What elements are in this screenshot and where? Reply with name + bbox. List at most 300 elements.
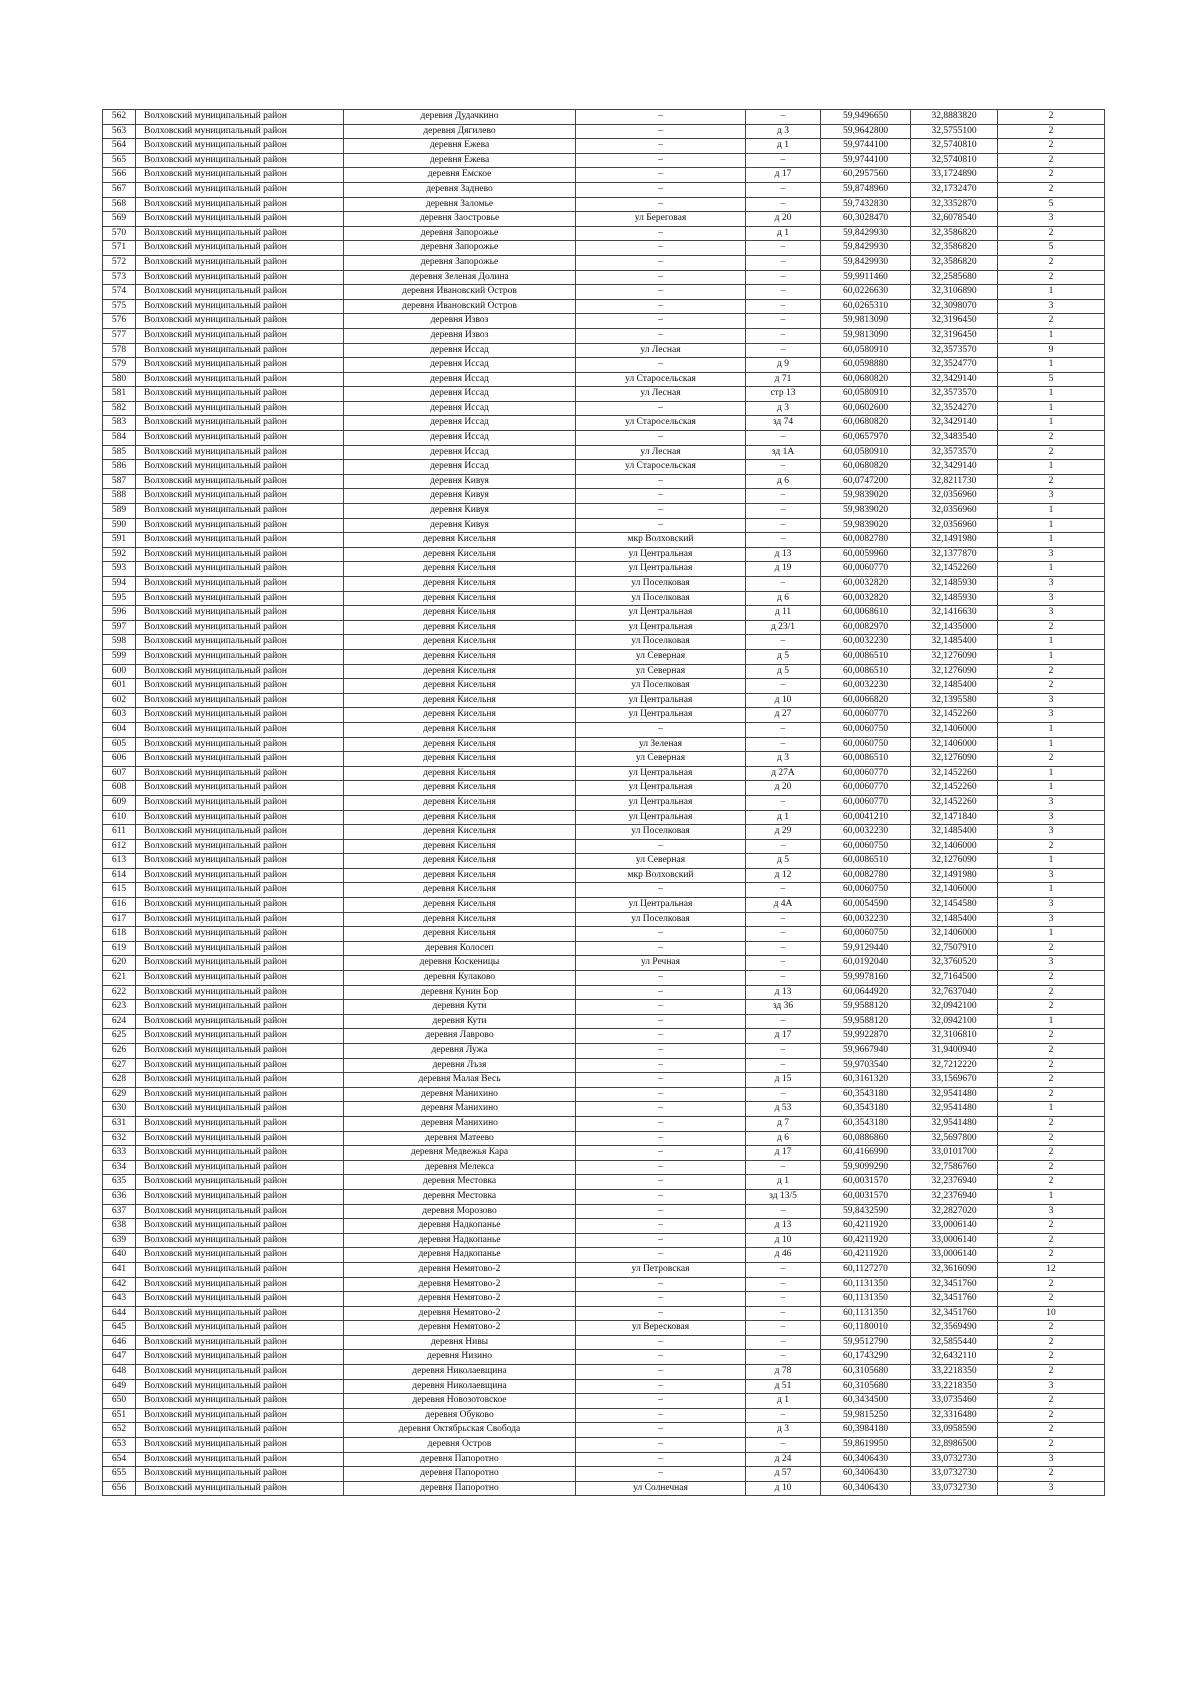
latitude-cell: 60,0031570 xyxy=(821,1189,911,1204)
table-row xyxy=(103,1379,1105,1394)
table-row xyxy=(103,722,1105,737)
street-cell: ул Поселковая xyxy=(576,825,746,840)
locality-cell: деревня Медвежья Кара xyxy=(344,1146,576,1161)
building-cell: д 27 xyxy=(746,708,821,723)
row-number: 651 xyxy=(103,1408,136,1423)
district-cell: Волховский муниципальный район xyxy=(136,314,344,329)
row-number: 598 xyxy=(103,635,136,650)
locality-cell: деревня Кивуя xyxy=(344,474,576,489)
street-cell: – xyxy=(576,504,746,519)
building-cell: – xyxy=(746,679,821,694)
district-cell: Волховский муниципальный район xyxy=(136,1058,344,1073)
building-cell: – xyxy=(746,197,821,212)
locality-cell: деревня Кисельня xyxy=(344,547,576,562)
locality-cell: деревня Кисельня xyxy=(344,810,576,825)
street-cell: – xyxy=(576,1146,746,1161)
locality-cell: деревня Нивы xyxy=(344,1335,576,1350)
street-cell: – xyxy=(576,139,746,154)
building-cell: – xyxy=(746,737,821,752)
district-cell: Волховский муниципальный район xyxy=(136,1481,344,1496)
count-cell: 3 xyxy=(998,810,1105,825)
latitude-cell: 59,9813090 xyxy=(821,314,911,329)
longitude-cell: 32,1276090 xyxy=(911,649,998,664)
row-number: 582 xyxy=(103,401,136,416)
longitude-cell: 32,3586820 xyxy=(911,255,998,270)
longitude-cell: 32,3524770 xyxy=(911,358,998,373)
latitude-cell: 60,0265310 xyxy=(821,299,911,314)
count-cell: 1 xyxy=(998,1102,1105,1117)
longitude-cell: 32,1471840 xyxy=(911,810,998,825)
district-cell: Волховский муниципальный район xyxy=(136,110,344,125)
table-row xyxy=(103,664,1105,679)
table-row xyxy=(103,124,1105,139)
street-cell: – xyxy=(576,1394,746,1409)
building-cell: д 3 xyxy=(746,752,821,767)
longitude-cell: 32,1485930 xyxy=(911,577,998,592)
row-number: 563 xyxy=(103,124,136,139)
table-body xyxy=(103,110,1105,1496)
count-cell: 1 xyxy=(998,927,1105,942)
longitude-cell: 32,1452260 xyxy=(911,562,998,577)
count-cell: 1 xyxy=(998,518,1105,533)
count-cell: 2 xyxy=(998,431,1105,446)
locality-cell: деревня Иссад xyxy=(344,431,576,446)
count-cell: 2 xyxy=(998,679,1105,694)
count-cell: 2 xyxy=(998,1292,1105,1307)
latitude-cell: 60,0066820 xyxy=(821,693,911,708)
count-cell: 2 xyxy=(998,1394,1105,1409)
longitude-cell: 33,2218350 xyxy=(911,1379,998,1394)
count-cell: 2 xyxy=(998,1365,1105,1380)
building-cell: зд 36 xyxy=(746,1000,821,1015)
count-cell: 2 xyxy=(998,1277,1105,1292)
latitude-cell: 59,9839020 xyxy=(821,489,911,504)
document-page xyxy=(102,109,1104,1496)
latitude-cell: 59,8432590 xyxy=(821,1204,911,1219)
locality-cell: деревня Дудачкино xyxy=(344,110,576,125)
row-number: 580 xyxy=(103,372,136,387)
table-row xyxy=(103,1175,1105,1190)
table-row xyxy=(103,577,1105,592)
longitude-cell: 33,0958590 xyxy=(911,1423,998,1438)
row-number: 593 xyxy=(103,562,136,577)
longitude-cell: 32,7164500 xyxy=(911,971,998,986)
building-cell: д 6 xyxy=(746,591,821,606)
row-number: 629 xyxy=(103,1087,136,1102)
row-number: 613 xyxy=(103,854,136,869)
district-cell: Волховский муниципальный район xyxy=(136,1262,344,1277)
district-cell: Волховский муниципальный район xyxy=(136,489,344,504)
table-row xyxy=(103,460,1105,475)
table-row xyxy=(103,533,1105,548)
locality-cell: деревня Кисельня xyxy=(344,766,576,781)
latitude-cell: 59,9703540 xyxy=(821,1058,911,1073)
count-cell: 3 xyxy=(998,868,1105,883)
table-row xyxy=(103,1102,1105,1117)
table-row xyxy=(103,839,1105,854)
table-row xyxy=(103,445,1105,460)
longitude-cell: 32,1452260 xyxy=(911,795,998,810)
longitude-cell: 32,6078540 xyxy=(911,212,998,227)
street-cell: – xyxy=(576,971,746,986)
count-cell: 5 xyxy=(998,197,1105,212)
district-cell: Волховский муниципальный район xyxy=(136,431,344,446)
district-cell: Волховский муниципальный район xyxy=(136,197,344,212)
building-cell: зд 1А xyxy=(746,445,821,460)
count-cell: 3 xyxy=(998,1204,1105,1219)
locality-cell: деревня Лъзя xyxy=(344,1058,576,1073)
row-number: 564 xyxy=(103,139,136,154)
row-number: 606 xyxy=(103,752,136,767)
table-row xyxy=(103,1029,1105,1044)
latitude-cell: 59,9129440 xyxy=(821,941,911,956)
locality-cell: деревня Кисельня xyxy=(344,562,576,577)
count-cell: 2 xyxy=(998,1350,1105,1365)
latitude-cell: 60,0192040 xyxy=(821,956,911,971)
longitude-cell: 32,0356960 xyxy=(911,518,998,533)
street-cell: – xyxy=(576,1452,746,1467)
latitude-cell: 59,8429930 xyxy=(821,255,911,270)
count-cell: 1 xyxy=(998,285,1105,300)
table-row xyxy=(103,1394,1105,1409)
building-cell: д 3 xyxy=(746,1423,821,1438)
street-cell: – xyxy=(576,314,746,329)
table-row xyxy=(103,795,1105,810)
locality-cell: деревня Иссад xyxy=(344,372,576,387)
district-cell: Волховский муниципальный район xyxy=(136,722,344,737)
locality-cell: деревня Коскеницы xyxy=(344,956,576,971)
row-number: 585 xyxy=(103,445,136,460)
latitude-cell: 60,0602600 xyxy=(821,401,911,416)
row-number: 645 xyxy=(103,1321,136,1336)
longitude-cell: 32,7637040 xyxy=(911,985,998,1000)
row-number: 596 xyxy=(103,606,136,621)
locality-cell: деревня Кисельня xyxy=(344,854,576,869)
locality-cell: деревня Манихино xyxy=(344,1116,576,1131)
building-cell: д 51 xyxy=(746,1379,821,1394)
table-row xyxy=(103,1116,1105,1131)
district-cell: Волховский муниципальный район xyxy=(136,1102,344,1117)
latitude-cell: 60,0032230 xyxy=(821,679,911,694)
locality-cell: деревня Емское xyxy=(344,168,576,183)
district-cell: Волховский муниципальный район xyxy=(136,1379,344,1394)
locality-cell: деревня Заостровье xyxy=(344,212,576,227)
building-cell: – xyxy=(746,504,821,519)
count-cell: 2 xyxy=(998,139,1105,154)
longitude-cell: 32,6432110 xyxy=(911,1350,998,1365)
count-cell: 2 xyxy=(998,1321,1105,1336)
table-row xyxy=(103,1248,1105,1263)
street-cell: ул Солнечная xyxy=(576,1481,746,1496)
table-row xyxy=(103,898,1105,913)
building-cell: д 20 xyxy=(746,781,821,796)
row-number: 647 xyxy=(103,1350,136,1365)
table-row xyxy=(103,1335,1105,1350)
street-cell: – xyxy=(576,1131,746,1146)
district-cell: Волховский муниципальный район xyxy=(136,606,344,621)
building-cell: д 5 xyxy=(746,649,821,664)
count-cell: 1 xyxy=(998,854,1105,869)
row-number: 620 xyxy=(103,956,136,971)
longitude-cell: 32,3616090 xyxy=(911,1262,998,1277)
locality-cell: деревня Немятово-2 xyxy=(344,1277,576,1292)
row-number: 562 xyxy=(103,110,136,125)
longitude-cell: 32,5755100 xyxy=(911,124,998,139)
locality-cell: деревня Кисельня xyxy=(344,577,576,592)
latitude-cell: 60,3984180 xyxy=(821,1423,911,1438)
building-cell: д 1 xyxy=(746,1175,821,1190)
district-cell: Волховский муниципальный район xyxy=(136,1029,344,1044)
building-cell: – xyxy=(746,927,821,942)
longitude-cell: 32,1485400 xyxy=(911,635,998,650)
count-cell: 2 xyxy=(998,1219,1105,1234)
longitude-cell: 33,2218350 xyxy=(911,1365,998,1380)
longitude-cell: 32,3451760 xyxy=(911,1292,998,1307)
district-cell: Волховский муниципальный район xyxy=(136,679,344,694)
locality-cell: деревня Кисельня xyxy=(344,898,576,913)
street-cell: ул Поселковая xyxy=(576,912,746,927)
longitude-cell: 32,5740810 xyxy=(911,153,998,168)
longitude-cell: 32,3760520 xyxy=(911,956,998,971)
district-cell: Волховский муниципальный район xyxy=(136,445,344,460)
street-cell: – xyxy=(576,1350,746,1365)
district-cell: Волховский муниципальный район xyxy=(136,241,344,256)
row-number: 592 xyxy=(103,547,136,562)
street-cell: ул Старосельская xyxy=(576,372,746,387)
street-cell: – xyxy=(576,883,746,898)
latitude-cell: 60,0068610 xyxy=(821,606,911,621)
table-row xyxy=(103,1467,1105,1482)
street-cell: – xyxy=(576,839,746,854)
building-cell: – xyxy=(746,795,821,810)
count-cell: 2 xyxy=(998,985,1105,1000)
address-table xyxy=(102,109,1105,1496)
longitude-cell: 32,3352870 xyxy=(911,197,998,212)
street-cell: – xyxy=(576,1014,746,1029)
row-number: 578 xyxy=(103,343,136,358)
table-row xyxy=(103,1262,1105,1277)
row-number: 597 xyxy=(103,620,136,635)
locality-cell: деревня Папоротно xyxy=(344,1452,576,1467)
count-cell: 2 xyxy=(998,270,1105,285)
latitude-cell: 60,0086510 xyxy=(821,649,911,664)
longitude-cell: 32,1276090 xyxy=(911,854,998,869)
district-cell: Волховский муниципальный район xyxy=(136,1087,344,1102)
street-cell: – xyxy=(576,1423,746,1438)
building-cell: д 78 xyxy=(746,1365,821,1380)
longitude-cell: 32,1395580 xyxy=(911,693,998,708)
latitude-cell: 60,1131350 xyxy=(821,1306,911,1321)
locality-cell: деревня Кивуя xyxy=(344,504,576,519)
longitude-cell: 32,0356960 xyxy=(911,504,998,519)
latitude-cell: 60,0032230 xyxy=(821,912,911,927)
street-cell: – xyxy=(576,1000,746,1015)
street-cell: ул Зеленая xyxy=(576,737,746,752)
building-cell: – xyxy=(746,722,821,737)
longitude-cell: 32,1452260 xyxy=(911,781,998,796)
locality-cell: деревня Иссад xyxy=(344,460,576,475)
count-cell: 3 xyxy=(998,898,1105,913)
latitude-cell: 59,7432830 xyxy=(821,197,911,212)
table-row xyxy=(103,693,1105,708)
latitude-cell: 60,1131350 xyxy=(821,1292,911,1307)
street-cell: – xyxy=(576,474,746,489)
longitude-cell: 32,1452260 xyxy=(911,708,998,723)
district-cell: Волховский муниципальный район xyxy=(136,810,344,825)
locality-cell: деревня Местовка xyxy=(344,1189,576,1204)
latitude-cell: 60,1131350 xyxy=(821,1277,911,1292)
table-row xyxy=(103,197,1105,212)
row-number: 640 xyxy=(103,1248,136,1263)
table-row xyxy=(103,416,1105,431)
latitude-cell: 60,1180010 xyxy=(821,1321,911,1336)
building-cell: – xyxy=(746,1306,821,1321)
count-cell: 1 xyxy=(998,504,1105,519)
street-cell: – xyxy=(576,401,746,416)
latitude-cell: 59,9512790 xyxy=(821,1335,911,1350)
row-number: 641 xyxy=(103,1262,136,1277)
latitude-cell: 60,0598880 xyxy=(821,358,911,373)
locality-cell: деревня Кисельня xyxy=(344,795,576,810)
table-row xyxy=(103,1000,1105,1015)
latitude-cell: 60,0060770 xyxy=(821,781,911,796)
street-cell: – xyxy=(576,1029,746,1044)
latitude-cell: 59,9496650 xyxy=(821,110,911,125)
street-cell: ул Центральная xyxy=(576,708,746,723)
table-row xyxy=(103,1481,1105,1496)
district-cell: Волховский муниципальный район xyxy=(136,372,344,387)
latitude-cell: 59,8429930 xyxy=(821,226,911,241)
count-cell: 2 xyxy=(998,474,1105,489)
longitude-cell: 32,1485400 xyxy=(911,679,998,694)
row-number: 652 xyxy=(103,1423,136,1438)
row-number: 601 xyxy=(103,679,136,694)
building-cell: – xyxy=(746,299,821,314)
street-cell: – xyxy=(576,1044,746,1059)
district-cell: Волховский муниципальный район xyxy=(136,1394,344,1409)
count-cell: 3 xyxy=(998,795,1105,810)
locality-cell: деревня Кисельня xyxy=(344,737,576,752)
longitude-cell: 32,1454580 xyxy=(911,898,998,913)
count-cell: 1 xyxy=(998,1014,1105,1029)
longitude-cell: 32,3429140 xyxy=(911,460,998,475)
table-row xyxy=(103,941,1105,956)
row-number: 577 xyxy=(103,328,136,343)
district-cell: Волховский муниципальный район xyxy=(136,1321,344,1336)
street-cell: – xyxy=(576,1379,746,1394)
latitude-cell: 60,0082780 xyxy=(821,868,911,883)
building-cell: – xyxy=(746,1058,821,1073)
locality-cell: деревня Кунин Бор xyxy=(344,985,576,1000)
district-cell: Волховский муниципальный район xyxy=(136,971,344,986)
latitude-cell: 60,1127270 xyxy=(821,1262,911,1277)
district-cell: Волховский муниципальный район xyxy=(136,1423,344,1438)
latitude-cell: 60,4211920 xyxy=(821,1219,911,1234)
row-number: 627 xyxy=(103,1058,136,1073)
table-row xyxy=(103,562,1105,577)
longitude-cell: 32,3586820 xyxy=(911,241,998,256)
row-number: 631 xyxy=(103,1116,136,1131)
longitude-cell: 32,1377870 xyxy=(911,547,998,562)
locality-cell: деревня Кисельня xyxy=(344,649,576,664)
count-cell: 2 xyxy=(998,1073,1105,1088)
building-cell: – xyxy=(746,1262,821,1277)
count-cell: 1 xyxy=(998,358,1105,373)
longitude-cell: 32,1732470 xyxy=(911,182,998,197)
count-cell: 1 xyxy=(998,401,1105,416)
latitude-cell: 60,0580910 xyxy=(821,445,911,460)
building-cell: – xyxy=(746,1350,821,1365)
street-cell: ул Лесная xyxy=(576,445,746,460)
building-cell: д 3 xyxy=(746,124,821,139)
district-cell: Волховский муниципальный район xyxy=(136,781,344,796)
district-cell: Волховский муниципальный район xyxy=(136,153,344,168)
district-cell: Волховский муниципальный район xyxy=(136,1306,344,1321)
row-number: 591 xyxy=(103,533,136,548)
street-cell: – xyxy=(576,1073,746,1088)
count-cell: 12 xyxy=(998,1262,1105,1277)
longitude-cell: 32,1485400 xyxy=(911,825,998,840)
locality-cell: деревня Остров xyxy=(344,1438,576,1453)
latitude-cell: 60,3028470 xyxy=(821,212,911,227)
latitude-cell: 60,0041210 xyxy=(821,810,911,825)
longitude-cell: 32,9541480 xyxy=(911,1102,998,1117)
street-cell: – xyxy=(576,299,746,314)
longitude-cell: 33,0006140 xyxy=(911,1233,998,1248)
row-number: 605 xyxy=(103,737,136,752)
count-cell: 3 xyxy=(998,912,1105,927)
building-cell: д 46 xyxy=(746,1248,821,1263)
table-row xyxy=(103,241,1105,256)
longitude-cell: 32,3196450 xyxy=(911,314,998,329)
table-row xyxy=(103,1423,1105,1438)
district-cell: Волховский муниципальный район xyxy=(136,401,344,416)
locality-cell: деревня Иссад xyxy=(344,343,576,358)
street-cell: – xyxy=(576,124,746,139)
district-cell: Волховский муниципальный район xyxy=(136,825,344,840)
district-cell: Волховский муниципальный район xyxy=(136,1189,344,1204)
row-number: 644 xyxy=(103,1306,136,1321)
district-cell: Волховский муниципальный район xyxy=(136,1146,344,1161)
count-cell: 2 xyxy=(998,124,1105,139)
latitude-cell: 60,0657970 xyxy=(821,431,911,446)
longitude-cell: 32,9541480 xyxy=(911,1116,998,1131)
locality-cell: деревня Кисельня xyxy=(344,620,576,635)
street-cell: – xyxy=(576,1438,746,1453)
locality-cell: деревня Кути xyxy=(344,1000,576,1015)
locality-cell: деревня Кисельня xyxy=(344,635,576,650)
longitude-cell: 32,1406000 xyxy=(911,722,998,737)
latitude-cell: 60,3105680 xyxy=(821,1365,911,1380)
street-cell: – xyxy=(576,1160,746,1175)
table-row xyxy=(103,810,1105,825)
table-row xyxy=(103,752,1105,767)
street-cell: ул Старосельская xyxy=(576,460,746,475)
table-row xyxy=(103,854,1105,869)
latitude-cell: 60,0060770 xyxy=(821,795,911,810)
locality-cell: деревня Извоз xyxy=(344,314,576,329)
row-number: 648 xyxy=(103,1365,136,1380)
row-number: 649 xyxy=(103,1379,136,1394)
district-cell: Волховский муниципальный район xyxy=(136,591,344,606)
row-number: 617 xyxy=(103,912,136,927)
row-number: 584 xyxy=(103,431,136,446)
row-number: 639 xyxy=(103,1233,136,1248)
count-cell: 3 xyxy=(998,1379,1105,1394)
locality-cell: деревня Надкопанье xyxy=(344,1233,576,1248)
longitude-cell: 33,1569670 xyxy=(911,1073,998,1088)
latitude-cell: 60,0226630 xyxy=(821,285,911,300)
